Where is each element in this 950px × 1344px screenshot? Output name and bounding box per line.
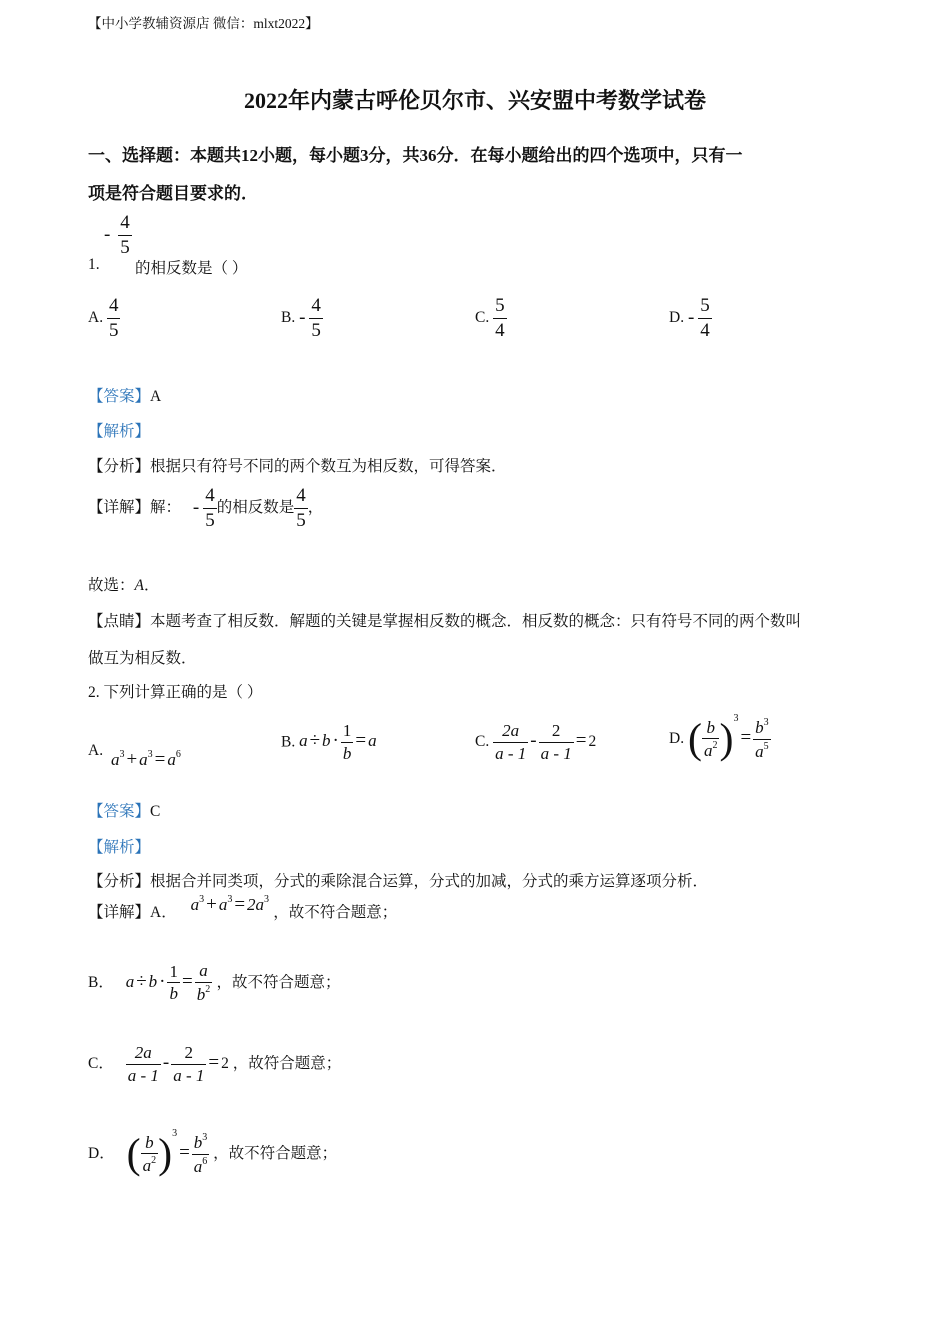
- fraction: $\frac{b}{a^2}$: [142, 1132, 157, 1176]
- section-heading-line1: 一、选择题：本题共12小题，每小题3分，共36分．在每小题给出的四个选项中，只有一: [88, 146, 743, 165]
- q1-fenxi: 【分析】根据只有符号不同的两个数互为相反数，可得答案．: [88, 458, 507, 475]
- q2-detail-a: 【详解】A． $a^3 + a^3 = 2a^3$ ，故不符合题意；: [88, 894, 398, 921]
- fraction: $\frac{4}{5}$: [296, 485, 306, 531]
- fraction: $\frac{2a}{a - 1}$: [127, 1043, 159, 1085]
- fraction: $\frac{2a}{a - 1}$: [495, 721, 527, 763]
- q1-detail: 【详解】解： - $\frac{4}{5}$ 的相反数是 $\frac{4}{5}$ ，: [88, 485, 324, 531]
- fraction: $\frac{4}{5}$: [205, 485, 215, 531]
- q1-option-c: C. $\frac{5}{4}$: [475, 295, 505, 341]
- q1-analysis-tag: 【解析】: [88, 423, 151, 440]
- q2-option-b: B. a ÷ b · $\frac{1}{b}$ = a: [281, 721, 377, 763]
- q1-stem-neg: -: [104, 224, 111, 246]
- fraction: $\frac{4}{5}$: [311, 295, 321, 341]
- q2-detail-b: B． a ÷ b · $\frac{1}{b}$ = $\frac{a}{b^2}$ ，故不符合题意；: [88, 961, 341, 1004]
- q1-stem-fraction: [104, 213, 132, 258]
- fraction: $\frac{5}{4}$: [700, 295, 710, 341]
- q1-stem-text: 的相反数是（ ）: [135, 260, 248, 277]
- q1-dianjing-line2: 做互为相反数．: [88, 650, 197, 667]
- fraction: $\frac{4}{5}$: [108, 295, 119, 341]
- q1-answer: 【答案】A: [88, 388, 162, 405]
- fraction: $\frac{1}{b}$: [169, 961, 178, 1004]
- fraction: $\frac{2}{a - 1}$: [173, 1043, 205, 1085]
- section-heading-line2: 项是符合题目要求的．: [88, 184, 258, 203]
- fraction: $\frac{b}{a^2}$: [703, 717, 718, 761]
- fraction: $\frac{4}{5}$: [120, 212, 130, 258]
- q1-dianjing-line1: 【点睛】本题考查了相反数．解题的关键是掌握相反数的概念．相反数的概念：只有符号不同的两个数叫: [88, 613, 802, 630]
- fraction: $\frac{5}{4}$: [495, 295, 505, 341]
- q2-analysis-tag: 【解析】: [88, 839, 151, 856]
- q1-choose: 故选：A．: [88, 577, 160, 594]
- fraction: $\frac{b^3}{a^6}$: [193, 1132, 208, 1176]
- fraction: $\frac{2}{a - 1}$: [540, 721, 572, 763]
- q2-detail-c: C． $\frac{2a}{a - 1}$ - $\frac{2}{a - 1}$ = 2 ，故符合题意；: [88, 1043, 342, 1085]
- fraction: $\frac{b^3}{a^5}$: [755, 717, 769, 761]
- q2-detail-d: D． ( $\frac{b}{a^2}$ )$^3$= $\frac{b^3}{a^6}$ ，故不符合题意；: [88, 1128, 338, 1178]
- q2-stem: 2. 下列计算正确的是（ ）: [88, 684, 263, 701]
- q1-option-d: D. - $\frac{5}{4}$: [669, 295, 710, 341]
- q1-option-b: B. - $\frac{4}{5}$: [281, 295, 321, 341]
- q2-fenxi: 【分析】根据合并同类项，分式的乘除混合运算，分式的加减，分式的乘方运算逐项分析．: [88, 873, 709, 890]
- fraction: $\frac{1}{b}$: [342, 721, 352, 763]
- header-note: 【中小学教辅资源店 微信：mlxt2022】: [88, 16, 319, 31]
- q2-option-a: A. $a^3 + a^3 = a^6$: [88, 742, 181, 770]
- page-title: 2022年内蒙古呼伦贝尔市、兴安盟中考数学试卷: [243, 88, 706, 113]
- q1-number: 1.: [88, 256, 100, 273]
- q2-option-c: C. $\frac{2a}{a - 1}$ - $\frac{2}{a - 1}$ = 2: [475, 721, 597, 763]
- q1-option-a: A. $\frac{4}{5}$: [88, 295, 119, 341]
- q2-answer: 【答案】C: [88, 803, 161, 820]
- fraction: $\frac{a}{b^2}$: [196, 961, 211, 1004]
- q2-option-d: D. ( $\frac{b}{a^2}$ )$^3$= $\frac{b^3}{a^5}$: [669, 713, 769, 763]
